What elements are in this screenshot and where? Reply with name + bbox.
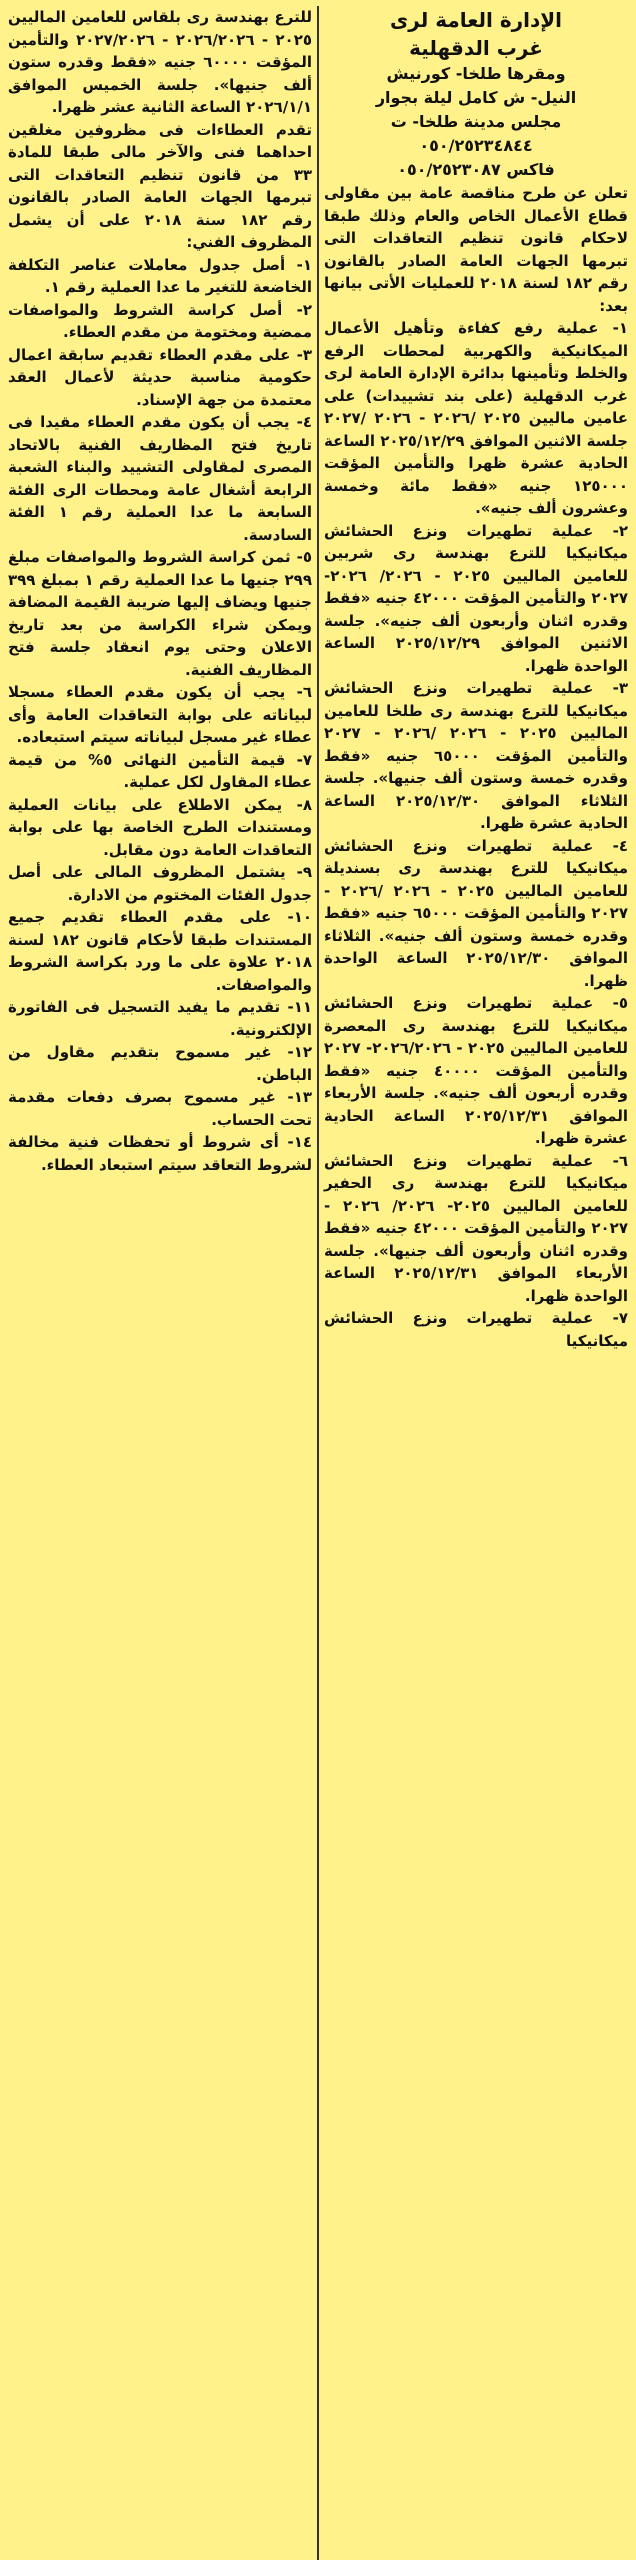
paragraph: ٤- يجب أن يكون مقدم العطاء مقيدا فى تاريخ فتح المظاريف الفنية بالاتحاد المصرى لمقاولى التشييد والبناء الشعبة الرابعة أشغال عامة ومحطات الرى الفئة السابعة ما عدا العملية رقم ١ الفئة السادسة. <box>8 413 312 544</box>
left-column <box>4 6 316 2560</box>
paragraph: ١١- تقديم ما يفيد التسجيل فى الفاتورة الإلكترونية. <box>8 998 312 1039</box>
paragraph: ١- عملية رفع كفاءة وتأهيل الأعمال الميكانيكية والكهربية لمحطات الرفع والخلط وتأمينها بدائرة الإدارة العامة لرى غرب الدقهلية (على بند تشييدات) على عامين ماليين ٢٠٢٥ /٢٠٢٦ - ٢٠٢٦ /٢٠٢٧ جلسة الاثنين الموافق ٢٠٢٥/١٢/٢٩ الساعة الحادية عشرة ظهرا والتأمين المؤقت ١٢٥٠٠٠ جنيه «فقط مائة وخمسة وعشرون ألف جنيه». <box>324 319 629 517</box>
authority-name: الإدارة العامة لرى <box>389 8 563 32</box>
paragraph: ١٢- غير مسموح بتقديم مقاول من الباطن. <box>8 1043 312 1084</box>
paragraph: ٣- عملية تطهيرات ونزع الحشائش ميكانيكيا للترع بهندسة رى طلخا للعامين الماليين ٢٠٢٥ - ٢٠٢٦ /٢٠٢٦ - ٢٠٢٧ والتأمين المؤقت ٦٥٠٠٠ جنيه «فقط وقدره خمسة وستون ألف جنيها». جلسة الثلاثاء الموافق ٢٠٢٥/١٢/٣٠ الساعة الحادية عشرة ظهرا. <box>324 679 629 832</box>
paragraph: ٧- عملية تطهيرات ونزع الحشائش ميكانيكيا <box>324 1309 628 1350</box>
paragraph: ١- أصل جدول معاملات عناصر التكلفة الخاضعة للتغير ما عدا العملية رقم ١. <box>8 255 312 296</box>
paragraph: تعلن عن طرح مناقصة عامة بين مقاولى قطاع الأعمال الخاص والعام وذلك طبقا لاحكام قانون تنظيم التعاقدات التى تبرمها الجهات العامة الصادر بالقانون رقم ١٨٢ لسنة ٢٠١٨ للعمليات الأتى بيانها بعد: <box>324 184 628 315</box>
address-line-3: مجلس مدينة طلخا- ت <box>390 112 562 131</box>
paragraph: ٣- على مقدم العطاء تقديم سابقة اعمال حكومية مناسبة حديثة لأعمال العقد معتمدة من جهة الإسناد. <box>8 345 312 409</box>
paragraph: ١٤- أى شروط أو تحفظات فنية مخالفة لشروط التعاقد سيتم استبعاد العطاء. <box>8 1133 312 1174</box>
paragraph: ٢- أصل كراسة الشروط والمواصفات ممضية ومختومة من مقدم العطاء. <box>8 300 312 341</box>
paragraph: ٤- عملية تطهيرات ونزع الحشائش ميكانيكيا للترع بهندسة رى بسنديلة للعامين الماليين ٢٠٢٥ - ٢٠٢٦ /٢٠٢٦ - ٢٠٢٧ والتأمين المؤقت ٦٥٠٠٠ جنيه «فقط وقدره خمسة وستون ألف جنيه». الثلاثاء الموافق ٢٠٢٥/١٢/٣٠ الساعة الواحدة ظهرا. <box>324 836 628 990</box>
fax-number: فاكس ٠٥٠/٢٥٢٣٠٨٧ <box>397 160 555 179</box>
paragraph: ٨- يمكن الاطلاع على بيانات العملية ومستندات الطرح الخاصة بها على بوابة التعاقدات العامة دون مقابل. <box>8 795 312 859</box>
address-line-2: النيل- ش كامل ليلة بجوار <box>375 88 577 107</box>
paragraph: ١٣- غير مسموح بصرف دفعات مقدمة تحت الحساب. <box>8 1088 312 1129</box>
paragraph: ٢- عملية تطهيرات ونزع الحشائش ميكانيكيا للترع بهندسة رى شربين للعامين الماليين ٢٠٢٥ - ٢٠٢٦/ ٢٠٢٦- ٢٠٢٧ والتأمين المؤقت ٤٢٠٠٠ جنيه «فقط وقدره اثنان وأربعون ألف جنيه». جلسة الاثنين الموافق ٢٠٢٥/١٢/٢٩ الساعة الواحدة ظهرا. <box>324 521 629 675</box>
paragraph: ٩- يشتمل المظروف المالى على أصل جدول الفئات المختوم من الادارة. <box>8 863 312 904</box>
paragraph: ٥- ثمن كراسة الشروط والمواصفات مبلغ ٢٩٩ جنيها ما عدا العملية رقم ١ بمبلغ ٣٩٩ جنيها ويضاف إليها ضريبة القيمة المضافة ويمكن شراء الكراسة من بعد تاريخ الاعلان وحتى يوم انعقاد جلسة فتح المظاريف الفنية. <box>8 548 312 679</box>
paragraph: ٧- قيمة التأمين النهائى ٥% من قيمة عطاء المقاول لكل عملية. <box>8 750 312 791</box>
paragraph: ٥- عملية تطهيرات ونزع الحشائش ميكانيكيا للترع بهندسة رى المعصرة للعامين الماليين ٢٠٢٥ - ٢٠٢٦/٢٠٢٦- ٢٠٢٧ والتأمين المؤقت ٤٠٠٠٠ جنيه «فقط وقدره أربعون ألف جنيه». جلسة الأربعاء الموافق ٢٠٢٥/١٢/٣١ الساعة الحادية عشرة ظهرا. <box>324 994 629 1147</box>
paragraph: ٦- عملية تطهيرات ونزع الحشائش ميكانيكيا للترع بهندسة رى الحفير للعامين الماليين ٢٠٢٥- ٢٠٢٦/ ٢٠٢٦ - ٢٠٢٧ والتأمين المؤقت ٤٢٠٠٠ جنيه «فقط وقدره اثنان وأربعون ألف جنيها». جلسة الأربعاء الموافق ٢٠٢٥/١٢/٣١ الساعة الواحدة ظهرا. <box>324 1151 629 1305</box>
column-divider <box>317 6 319 2560</box>
address-line-1: ومقرها طلخا- كورنيش <box>386 64 566 83</box>
ad-header <box>324 6 628 182</box>
paragraph: تقدم العطاءات فى مظروفين مغلقين احداهما فنى والآخر مالى طبقا للمادة ٣٣ من قانون تنظيم التعاقدات التى تبرمها الجهات العامة الصادر بالقانون رقم ١٨٢ سنة ٢٠١٨ على أن يشمل المظروف الفني: <box>8 120 312 251</box>
paragraph: للترع بهندسة رى بلقاس للعامين الماليين ٢٠٢٥ - ٢٠٢٦/٢٠٢٦ - ٢٠٢٧/٢٠٢٦ والتأمين المؤقت ٦٠٠٠٠ جنيه «فقط وقدره ستون ألف جنيها». جلسة الخميس الموافق ٢٠٢٦/١/١ الساعة الثانية عشر ظهرا. <box>8 8 313 116</box>
phone-number: ٠٥٠/٢٥٢٣٤٨٤٤ <box>419 136 533 155</box>
authority-region: غرب الدقهلية <box>409 36 543 60</box>
paragraph: ٦- يجب أن يكون مقدم العطاء مسجلا لبياناته على بوابة التعاقدات العامة وأى عطاء غير مسجل لبياناته سيتم استبعاده. <box>8 683 312 746</box>
paragraph: ١٠- على مقدم العطاء تقديم جميع المستندات طبقا لأحكام قانون ١٨٢ لسنة ٢٠١٨ علاوة على ما ورد بكراسة الشروط والمواصفات. <box>8 908 312 994</box>
right-column <box>320 6 632 2560</box>
